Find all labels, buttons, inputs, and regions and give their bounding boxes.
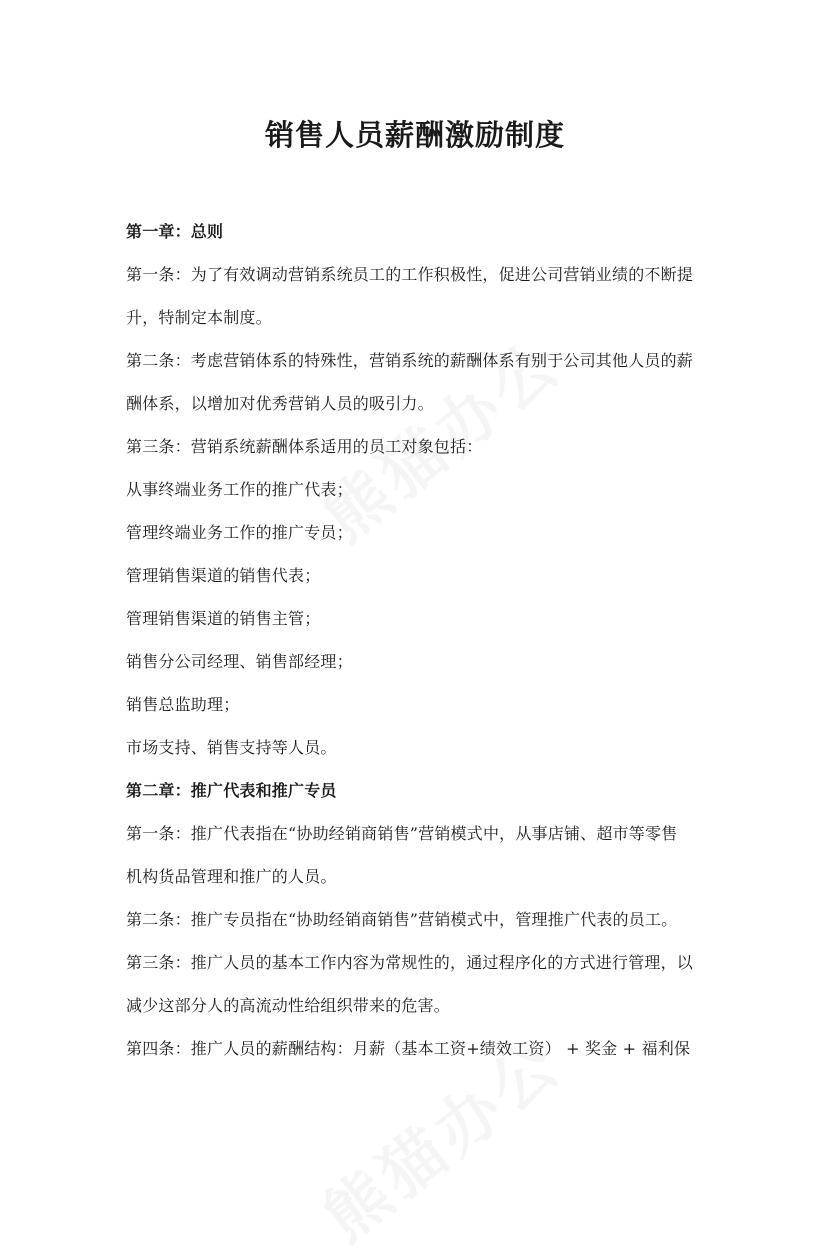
paragraph-line: 第二条：推广专员指在“协助经销商销售”营销模式中，管理推广代表的员工。 [126,910,678,929]
paragraph-line: 第一条：为了有效调动营销系统员工的工作积极性，促进公司营销业绩的不断提 [126,265,694,284]
list-item: 市场支持、销售支持等人员。 [126,738,337,757]
chapter-heading: 第二章：推广代表和推广专员 [126,781,337,800]
paragraph-line: 机构货品管理和推广的人员。 [126,867,337,886]
document-title: 销售人员薪酬激励制度 [264,118,565,152]
paragraph-line: 第一条：推广代表指在“协助经销商销售”营销模式中，从事店铺、超市等零售 [126,824,678,843]
paragraph-line: 第三条：推广人员的基本工作内容为常规性的，通过程序化的方式进行管理，以 [126,953,694,972]
list-item: 从事终端业务工作的推广代表； [126,480,353,499]
paragraph-line: 升，特制定本制度。 [126,308,272,327]
list-item: 销售总监助理； [126,695,240,714]
list-item: 管理终端业务工作的推广专员； [126,523,353,542]
paragraph-line: 减少这部分人的高流动性给组织带来的危害。 [126,996,451,1015]
list-item: 销售分公司经理、销售部经理； [126,652,353,671]
chapter-heading: 第一章：总则 [126,222,224,241]
list-item: 管理销售渠道的销售代表； [126,566,321,585]
paragraph-line: 酬体系，以增加对优秀营销人员的吸引力。 [126,394,434,413]
paragraph-line: 第二条：考虑营销体系的特殊性，营销系统的薪酬体系有别于公司其他人员的薪 [126,351,694,370]
list-item: 管理销售渠道的销售主管； [126,609,321,628]
paragraph-line: 第四条：推广人员的薪酬结构：月薪（基本工资+绩效工资） + 奖金 + 福利保 [126,1039,691,1058]
paragraph-line: 第三条：营销系统薪酬体系适用的员工对象包括： [126,437,483,456]
